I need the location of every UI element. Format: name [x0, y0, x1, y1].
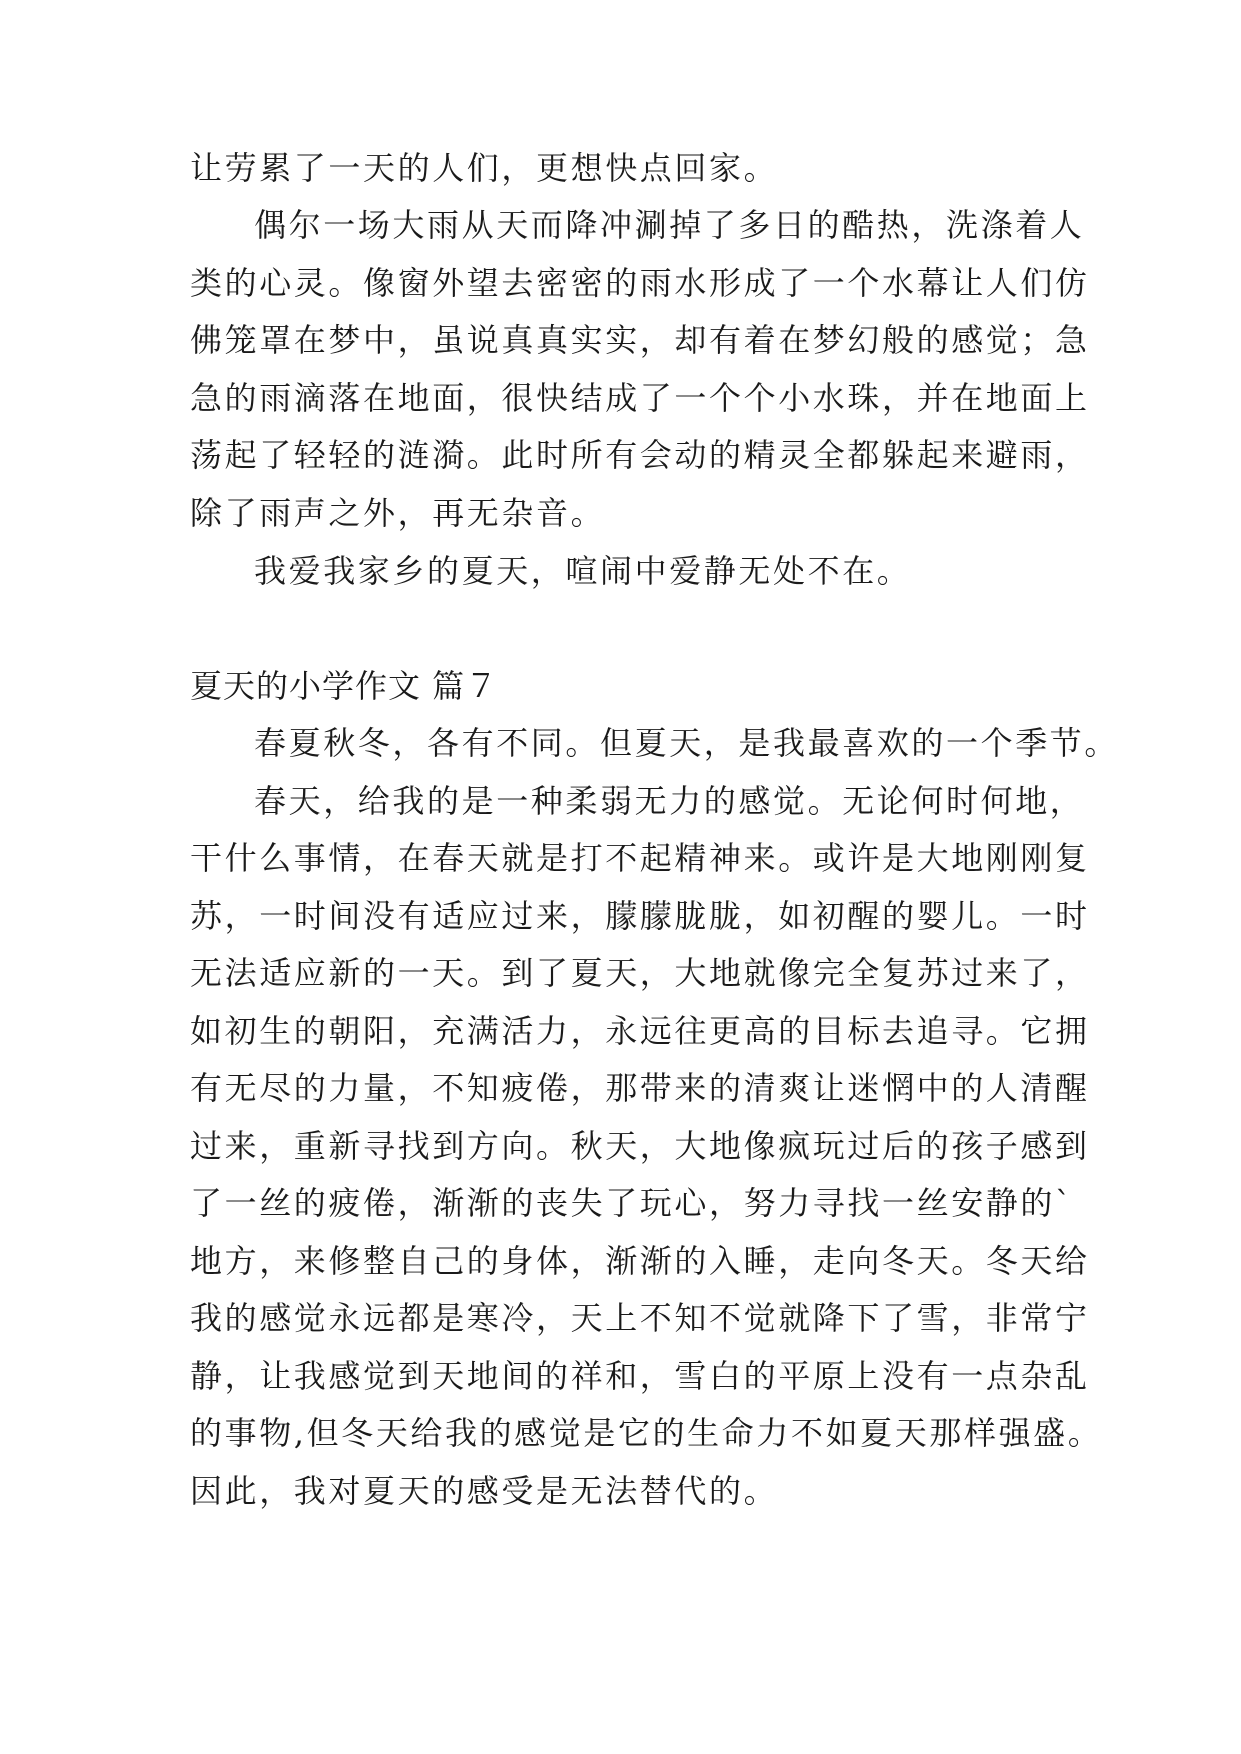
text-line: 无法适应新的一天。到了夏天，大地就像完全复苏过来了， — [190, 954, 1090, 992]
paragraph-first-line: 春天，给我的是一种柔弱无力的感觉。无论何时何地， — [254, 782, 1085, 820]
text-line: 过来，重新寻找到方向。秋天，大地像疯玩过后的孩子感到 — [190, 1127, 1090, 1165]
text-line: 除了雨声之外，再无杂音。 — [190, 494, 606, 532]
text-line: 我的感觉永远都是寒冷，天上不知不觉就降下了雪，非常宁 — [190, 1299, 1090, 1337]
paragraph-first-line: 偶尔一场大雨从天而降冲涮掉了多日的酷热，洗涤着人 — [254, 206, 1085, 244]
text-line: 了一丝的疲倦，渐渐的丧失了玩心，努力寻找一丝安静的` — [190, 1184, 1074, 1222]
paragraph-first-line: 春夏秋冬，各有不同。但夏天，是我最喜欢的一个季节。 — [254, 724, 1120, 762]
text-line: 干什么事情，在春天就是打不起精神来。或许是大地刚刚复 — [190, 839, 1090, 877]
text-line: 因此，我对夏天的感受是无法替代的。 — [190, 1472, 779, 1510]
text-line: 有无尽的力量，不知疲倦，那带来的清爽让迷惘中的人清醒 — [190, 1069, 1090, 1107]
text-line: 急的雨滴落在地面，很快结成了一个个小水珠，并在地面上 — [190, 379, 1090, 417]
text-line: 佛笼罩在梦中，虽说真真实实，却有着在梦幻般的感觉；急 — [190, 321, 1090, 359]
text-line: 静，让我感觉到天地间的祥和，雪白的平原上没有一点杂乱 — [190, 1357, 1090, 1395]
text-line: 荡起了轻轻的涟漪。此时所有会动的精灵全都躲起来避雨， — [190, 436, 1090, 474]
text-line: 让劳累了一天的人们，更想快点回家。 — [190, 149, 779, 187]
section-title: 夏天的小学作文 篇７ — [190, 667, 499, 705]
text-line: 的事物,但冬天给我的感觉是它的生命力不如夏天那样强盛。 — [190, 1414, 1103, 1452]
text-line: 地方，来修整自己的身体，渐渐的入睡，走向冬天。冬天给 — [190, 1242, 1090, 1280]
text-line: 苏，一时间没有适应过来，朦朦胧胧，如初醒的婴儿。一时 — [190, 897, 1090, 935]
text-line: 如初生的朝阳，充满活力，永远往更高的目标去追寻。它拥 — [190, 1012, 1090, 1050]
paragraph-first-line: 我爱我家乡的夏天，喧闹中爱静无处不在。 — [254, 552, 912, 590]
text-line: 类的心灵。像窗外望去密密的雨水形成了一个水幕让人们仿 — [190, 264, 1090, 302]
